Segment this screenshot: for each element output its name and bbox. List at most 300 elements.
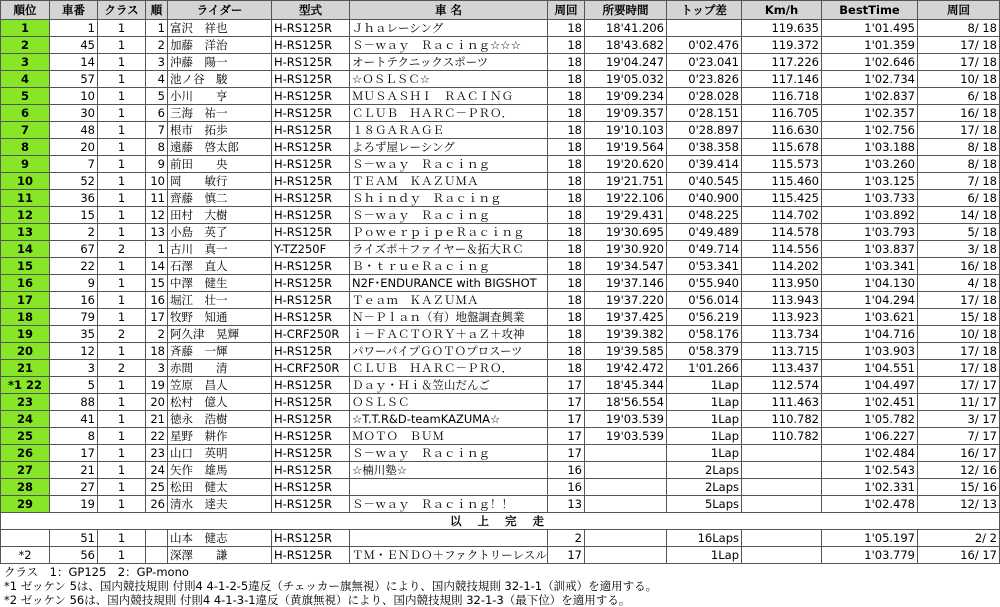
complete-separator	[1, 513, 1000, 530]
cell-class: 1	[98, 411, 146, 428]
cell-best-time: 1'04.130	[822, 275, 918, 292]
cell-position: 8	[1, 139, 50, 156]
cell-rider: 根市 拓歩	[168, 122, 272, 139]
header-model: 型式	[272, 1, 350, 20]
cell-laps: 18	[548, 156, 585, 173]
cell-gap-to-top: 0'39.414	[667, 156, 742, 173]
cell-position: 29	[1, 496, 50, 513]
cell-class: 1	[98, 343, 146, 360]
cell-class: 2	[98, 241, 146, 258]
cell-car-number: 67	[50, 241, 98, 258]
header-total-time: 所要時間	[585, 1, 667, 20]
cell-gap-to-top: 0'48.225	[667, 207, 742, 224]
cell-car-number: 88	[50, 394, 98, 411]
cell-rider: 山口 英明	[168, 445, 272, 462]
cell-class-position: 4	[146, 71, 168, 88]
cell-gap-to-top: 0'53.341	[667, 258, 742, 275]
cell-total-time	[585, 530, 667, 547]
cell-laps: 17	[548, 394, 585, 411]
cell-car-number: 35	[50, 326, 98, 343]
cell-gap-to-top: 5Laps	[667, 496, 742, 513]
complete-row	[1, 513, 1000, 530]
cell-laps: 18	[548, 224, 585, 241]
cell-laps: 18	[548, 326, 585, 343]
cell-best-lap: 10/ 18	[918, 326, 1000, 343]
cell-total-time: 18'41.206	[585, 20, 667, 37]
cell-class-position: 19	[146, 377, 168, 394]
cell-speed	[742, 445, 822, 462]
cell-gap-to-top: 0'55.940	[667, 275, 742, 292]
cell-gap-to-top: 1'01.266	[667, 360, 742, 377]
cell-team-name: １８ＧＡＲＡＧＥ	[350, 122, 548, 139]
cell-total-time	[585, 462, 667, 479]
table-row	[1, 496, 1000, 513]
cell-class-position: 8	[146, 139, 168, 156]
header-team-name: 車 名	[350, 1, 548, 20]
cell-speed	[742, 547, 822, 564]
cell-model: H-RS125R	[272, 71, 350, 88]
cell-best-lap: 15/ 16	[918, 479, 1000, 496]
cell-class: 1	[98, 88, 146, 105]
cell-position: 14	[1, 241, 50, 258]
cell-position: 16	[1, 275, 50, 292]
cell-rider: 徳永 浩樹	[168, 411, 272, 428]
cell-best-time: 1'04.497	[822, 377, 918, 394]
cell-best-lap: 8/ 18	[918, 139, 1000, 156]
cell-model: H-RS125R	[272, 122, 350, 139]
cell-best-time: 1'03.260	[822, 156, 918, 173]
cell-class: 1	[98, 207, 146, 224]
cell-car-number: 7	[50, 156, 98, 173]
cell-car-number: 45	[50, 37, 98, 54]
cell-laps: 18	[548, 258, 585, 275]
complete-label: 以 上 完 走	[1, 513, 1000, 530]
cell-model: Y-TZ250F	[272, 241, 350, 258]
cell-position: 24	[1, 411, 50, 428]
cell-speed: 116.630	[742, 122, 822, 139]
cell-gap-to-top: 0'28.151	[667, 105, 742, 122]
table-row	[1, 479, 1000, 496]
table-row	[1, 190, 1000, 207]
cell-total-time	[585, 445, 667, 462]
cell-gap-to-top: 0'02.476	[667, 37, 742, 54]
cell-rider: 中澤 健生	[168, 275, 272, 292]
cell-class-position: 26	[146, 496, 168, 513]
cell-car-number: 10	[50, 88, 98, 105]
cell-rider: 田村 大樹	[168, 207, 272, 224]
table-row	[1, 411, 1000, 428]
cell-best-time: 1'03.779	[822, 547, 918, 564]
cell-total-time: 19'09.357	[585, 105, 667, 122]
cell-model: H-RS125R	[272, 54, 350, 71]
footnotes	[0, 564, 900, 607]
cell-team-name: ＭＵＳＡＳＨＩ ＲＡＣＩＮＧ	[350, 88, 548, 105]
cell-laps: 18	[548, 54, 585, 71]
cell-laps: 18	[548, 343, 585, 360]
cell-position: 6	[1, 105, 50, 122]
cell-speed: 111.463	[742, 394, 822, 411]
cell-model: H-RS125R	[272, 156, 350, 173]
cell-team-name: ＴＥＡＭ ＫＡＺＵＭＡ	[350, 173, 548, 190]
cell-total-time: 19'42.472	[585, 360, 667, 377]
cell-best-lap: 5/ 18	[918, 224, 1000, 241]
cell-gap-to-top: 0'38.358	[667, 139, 742, 156]
cell-rider: 笠原 昌人	[168, 377, 272, 394]
cell-class: 1	[98, 428, 146, 445]
cell-total-time: 19'30.920	[585, 241, 667, 258]
header-gap-to-top: トップ差	[667, 1, 742, 20]
cell-position: 27	[1, 462, 50, 479]
header-best-lap: 周回	[918, 1, 1000, 20]
cell-class-position: 17	[146, 309, 168, 326]
cell-rider: 赤間 清	[168, 360, 272, 377]
cell-laps: 18	[548, 207, 585, 224]
cell-rider: 阿久津 晃輝	[168, 326, 272, 343]
cell-class: 1	[98, 462, 146, 479]
cell-model: H-RS125R	[272, 275, 350, 292]
cell-speed: 116.705	[742, 105, 822, 122]
cell-class: 1	[98, 71, 146, 88]
header-speed: Km/h	[742, 1, 822, 20]
cell-position: 11	[1, 190, 50, 207]
cell-car-number: 5	[50, 377, 98, 394]
cell-laps: 2	[548, 530, 585, 547]
cell-rider: 星野 耕作	[168, 428, 272, 445]
cell-model: H-RS125R	[272, 530, 350, 547]
cell-gap-to-top: 0'40.900	[667, 190, 742, 207]
table-row	[1, 241, 1000, 258]
cell-speed: 114.202	[742, 258, 822, 275]
cell-class: 1	[98, 445, 146, 462]
cell-class-position: 12	[146, 207, 168, 224]
header-best-time: BestTime	[822, 1, 918, 20]
cell-class-position	[146, 530, 168, 547]
cell-best-lap: 16/ 18	[918, 258, 1000, 275]
cell-laps: 13	[548, 496, 585, 513]
cell-speed: 114.556	[742, 241, 822, 258]
table-row	[1, 309, 1000, 326]
table-row	[1, 547, 1000, 564]
cell-class-position: 10	[146, 173, 168, 190]
table-row	[1, 173, 1000, 190]
cell-best-time: 1'02.478	[822, 496, 918, 513]
header-class-position: 順	[146, 1, 168, 20]
cell-speed: 110.782	[742, 428, 822, 445]
cell-gap-to-top: 0'58.176	[667, 326, 742, 343]
cell-position: 1	[1, 20, 50, 37]
cell-best-lap: 12/ 13	[918, 496, 1000, 513]
cell-team-name: ☆楠川塾☆	[350, 462, 548, 479]
cell-total-time: 19'22.106	[585, 190, 667, 207]
cell-total-time	[585, 496, 667, 513]
header-laps: 周回	[548, 1, 585, 20]
cell-total-time: 19'37.146	[585, 275, 667, 292]
cell-best-lap: 16/ 17	[918, 547, 1000, 564]
cell-rider: 矢作 雄馬	[168, 462, 272, 479]
cell-gap-to-top: 1Lap	[667, 547, 742, 564]
cell-car-number: 20	[50, 139, 98, 156]
cell-position	[1, 530, 50, 547]
cell-class-position: 1	[146, 241, 168, 258]
table-row	[1, 462, 1000, 479]
table-row	[1, 445, 1000, 462]
cell-best-time: 1'03.793	[822, 224, 918, 241]
cell-class-position: 25	[146, 479, 168, 496]
cell-best-lap: 17/ 18	[918, 360, 1000, 377]
cell-class-position: 16	[146, 292, 168, 309]
cell-laps: 18	[548, 173, 585, 190]
cell-laps: 18	[548, 139, 585, 156]
cell-best-time: 1'04.294	[822, 292, 918, 309]
cell-model: H-RS125R	[272, 394, 350, 411]
cell-gap-to-top: 0'58.379	[667, 343, 742, 360]
cell-gap-to-top: 2Laps	[667, 462, 742, 479]
cell-class-position: 1	[146, 20, 168, 37]
cell-best-time: 1'06.227	[822, 428, 918, 445]
cell-model: H-RS125R	[272, 377, 350, 394]
cell-speed: 114.702	[742, 207, 822, 224]
cell-best-time: 1'02.646	[822, 54, 918, 71]
cell-best-time: 1'02.451	[822, 394, 918, 411]
cell-total-time: 18'45.344	[585, 377, 667, 394]
cell-class-position: 2	[146, 326, 168, 343]
table-row	[1, 156, 1000, 173]
cell-gap-to-top: 1Lap	[667, 377, 742, 394]
cell-laps: 18	[548, 37, 585, 54]
cell-best-lap: 17/ 18	[918, 343, 1000, 360]
cell-rider: 松田 健太	[168, 479, 272, 496]
cell-gap-to-top: 0'56.219	[667, 309, 742, 326]
table-row	[1, 105, 1000, 122]
cell-class: 1	[98, 309, 146, 326]
cell-car-number: 16	[50, 292, 98, 309]
cell-team-name: Ｎ－Ｐｌａｎ（有）地盤調査興業	[350, 309, 548, 326]
cell-class-position	[146, 547, 168, 564]
header-car-number: 車番	[50, 1, 98, 20]
cell-gap-to-top: 0'49.714	[667, 241, 742, 258]
cell-rider: 沖藤 陽一	[168, 54, 272, 71]
cell-gap-to-top: 2Laps	[667, 479, 742, 496]
cell-class: 1	[98, 479, 146, 496]
cell-best-time: 1'02.837	[822, 88, 918, 105]
cell-class-position: 15	[146, 275, 168, 292]
cell-best-time: 1'05.782	[822, 411, 918, 428]
cell-speed: 113.734	[742, 326, 822, 343]
cell-best-time: 1'03.892	[822, 207, 918, 224]
cell-position: 21	[1, 360, 50, 377]
cell-laps: 18	[548, 71, 585, 88]
cell-speed: 119.635	[742, 20, 822, 37]
cell-class-position: 18	[146, 343, 168, 360]
cell-team-name: ｉ－ＦＡＣＴＯＲＹ＋ａＺ＋攻神	[350, 326, 548, 343]
cell-car-number: 3	[50, 360, 98, 377]
cell-best-lap: 15/ 18	[918, 309, 1000, 326]
table-row	[1, 258, 1000, 275]
cell-car-number: 48	[50, 122, 98, 139]
table-row	[1, 530, 1000, 547]
cell-team-name: ＣＬＵＢ ＨＡＲＣ－ＰＲＯ．	[350, 360, 548, 377]
cell-rider: 池ノ谷 駿	[168, 71, 272, 88]
cell-speed: 110.782	[742, 411, 822, 428]
cell-best-time: 1'05.197	[822, 530, 918, 547]
cell-total-time: 19'19.564	[585, 139, 667, 156]
cell-model: H-CRF250R	[272, 360, 350, 377]
cell-rider: 牧野 知通	[168, 309, 272, 326]
cell-speed	[742, 496, 822, 513]
cell-model: H-CRF250R	[272, 326, 350, 343]
cell-team-name: ☆T.T.R&D-teamKAZUMA☆	[350, 411, 548, 428]
cell-team-name: Ｓ－ｗａｙ Ｒａｃｉｎｇ	[350, 445, 548, 462]
cell-gap-to-top: 16Laps	[667, 530, 742, 547]
table-row	[1, 428, 1000, 445]
cell-team-name: N2F･ENDURANCE with BIGSHOT	[350, 275, 548, 292]
cell-team-name: オートテクニックスポーツ	[350, 54, 548, 71]
cell-best-lap: 16/ 17	[918, 445, 1000, 462]
cell-car-number: 8	[50, 428, 98, 445]
cell-total-time: 19'39.585	[585, 343, 667, 360]
cell-rider: 三海 祐一	[168, 105, 272, 122]
cell-gap-to-top: 1Lap	[667, 411, 742, 428]
cell-class: 1	[98, 394, 146, 411]
cell-speed: 119.372	[742, 37, 822, 54]
cell-position: 7	[1, 122, 50, 139]
cell-total-time: 19'21.751	[585, 173, 667, 190]
cell-model: H-RS125R	[272, 88, 350, 105]
cell-best-lap: 8/ 18	[918, 156, 1000, 173]
cell-class-position: 23	[146, 445, 168, 462]
cell-total-time: 19'34.547	[585, 258, 667, 275]
cell-best-lap: 7/ 17	[918, 428, 1000, 445]
cell-position: 26	[1, 445, 50, 462]
cell-position: 4	[1, 71, 50, 88]
cell-car-number: 14	[50, 54, 98, 71]
table-row	[1, 207, 1000, 224]
cell-class-position: 3	[146, 54, 168, 71]
cell-speed: 114.578	[742, 224, 822, 241]
cell-best-time: 1'03.837	[822, 241, 918, 258]
cell-class: 1	[98, 54, 146, 71]
cell-position: 2	[1, 37, 50, 54]
cell-rider: 清水 達夫	[168, 496, 272, 513]
cell-car-number: 9	[50, 275, 98, 292]
cell-position: 3	[1, 54, 50, 71]
table-row	[1, 88, 1000, 105]
cell-rider: 堀江 壮一	[168, 292, 272, 309]
cell-position: 9	[1, 156, 50, 173]
cell-class-position: 14	[146, 258, 168, 275]
cell-gap-to-top: 0'49.489	[667, 224, 742, 241]
cell-best-lap: 17/ 17	[918, 377, 1000, 394]
cell-rider: 富沢 祥也	[168, 20, 272, 37]
cell-car-number: 12	[50, 343, 98, 360]
table-row	[1, 394, 1000, 411]
cell-total-time: 19'37.425	[585, 309, 667, 326]
cell-speed: 113.943	[742, 292, 822, 309]
cell-team-name: Ｓ－ｗａｙ Ｒａｃｉｎｇ	[350, 156, 548, 173]
cell-class-position: 6	[146, 105, 168, 122]
header-position: 順位	[1, 1, 50, 20]
cell-best-time: 1'02.756	[822, 122, 918, 139]
cell-speed: 115.460	[742, 173, 822, 190]
note-penalty-2: *2 ゼッケン 56は、国内競技規則 付則4 4-1-3-1違反（黄旗無視）により、国内競技規則 32-1-3（最下位）を適用する。	[4, 593, 631, 607]
cell-class-position: 9	[146, 156, 168, 173]
cell-rider: 古川 真一	[168, 241, 272, 258]
cell-total-time	[585, 547, 667, 564]
cell-laps: 18	[548, 20, 585, 37]
table-row	[1, 71, 1000, 88]
cell-team-name: ＯＳＬＳＣ	[350, 394, 548, 411]
cell-class: 1	[98, 173, 146, 190]
cell-best-time: 1'02.357	[822, 105, 918, 122]
cell-team-name: Ｓ－ｗａｙ Ｒａｃｉｎｇ	[350, 207, 548, 224]
cell-position: 5	[1, 88, 50, 105]
cell-rider: 石澤 直人	[168, 258, 272, 275]
cell-speed: 115.678	[742, 139, 822, 156]
cell-best-time: 1'03.188	[822, 139, 918, 156]
table-row	[1, 326, 1000, 343]
cell-rider: 加藤 洋治	[168, 37, 272, 54]
cell-class-position: 22	[146, 428, 168, 445]
cell-rider: 齊藤 慎二	[168, 190, 272, 207]
cell-team-name: Ｂ・ｔｒｕｅＲａｃｉｎｇ	[350, 258, 548, 275]
cell-rider: 前田 央	[168, 156, 272, 173]
cell-total-time	[585, 479, 667, 496]
cell-best-time: 1'04.551	[822, 360, 918, 377]
cell-position: *1 22	[1, 377, 50, 394]
cell-rider: 小川 亨	[168, 88, 272, 105]
cell-best-time: 1'01.359	[822, 37, 918, 54]
cell-class: 1	[98, 530, 146, 547]
cell-position: 15	[1, 258, 50, 275]
cell-model: H-RS125R	[272, 258, 350, 275]
cell-rider: 松村 億人	[168, 394, 272, 411]
table-row	[1, 122, 1000, 139]
cell-total-time: 18'56.554	[585, 394, 667, 411]
cell-car-number: 15	[50, 207, 98, 224]
cell-car-number: 57	[50, 71, 98, 88]
cell-laps: 18	[548, 105, 585, 122]
cell-best-lap: 14/ 18	[918, 207, 1000, 224]
cell-car-number: 79	[50, 309, 98, 326]
cell-laps: 17	[548, 377, 585, 394]
table-row	[1, 20, 1000, 37]
cell-best-time: 1'03.733	[822, 190, 918, 207]
cell-position: 20	[1, 343, 50, 360]
cell-model: H-RS125R	[272, 445, 350, 462]
cell-best-time: 1'02.484	[822, 445, 918, 462]
cell-gap-to-top: 0'23.041	[667, 54, 742, 71]
cell-class: 1	[98, 139, 146, 156]
cell-class-position: 13	[146, 224, 168, 241]
cell-best-lap: 2/ 2	[918, 530, 1000, 547]
cell-total-time: 19'04.247	[585, 54, 667, 71]
cell-car-number: 41	[50, 411, 98, 428]
cell-best-lap: 17/ 18	[918, 122, 1000, 139]
cell-best-time: 1'03.903	[822, 343, 918, 360]
cell-speed: 113.950	[742, 275, 822, 292]
cell-laps: 18	[548, 122, 585, 139]
cell-laps: 16	[548, 479, 585, 496]
cell-model: H-RS125R	[272, 547, 350, 564]
cell-speed: 113.437	[742, 360, 822, 377]
cell-model: H-RS125R	[272, 105, 350, 122]
cell-class-position: 5	[146, 88, 168, 105]
table-row	[1, 292, 1000, 309]
cell-car-number: 22	[50, 258, 98, 275]
cell-team-name: Ｓ－ｗａｙ Ｒａｃｉｎｇ☆☆☆	[350, 37, 548, 54]
cell-best-time: 1'02.331	[822, 479, 918, 496]
cell-class-position: 3	[146, 360, 168, 377]
